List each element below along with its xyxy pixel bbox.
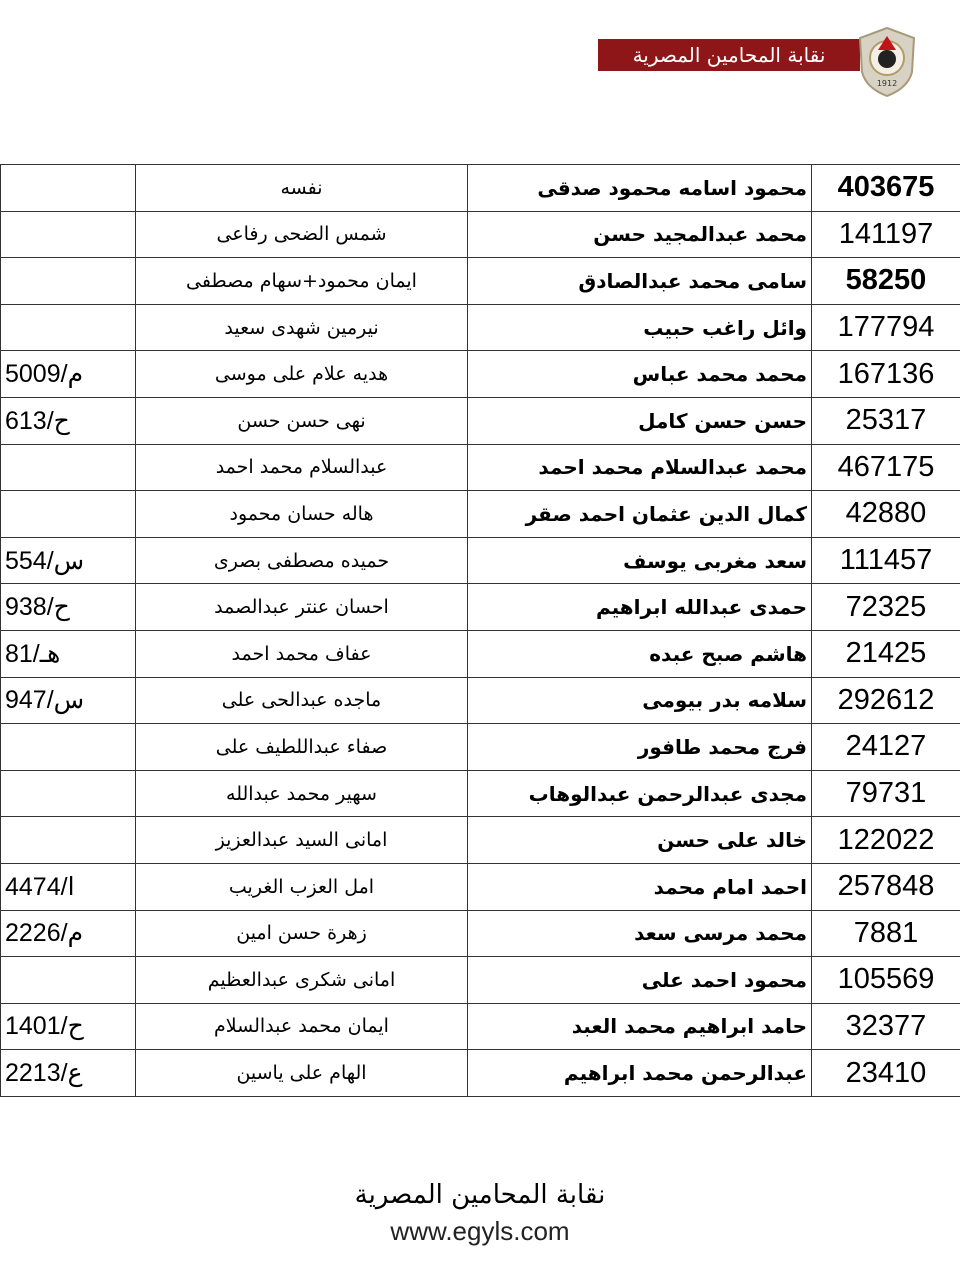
table-row (1, 258, 960, 305)
header (598, 24, 923, 102)
case-number (1, 770, 136, 817)
member-number: 105569 (812, 957, 960, 1004)
member-name: خالد على حسن (468, 817, 812, 864)
spouse-name: امانى شكرى عبدالعظيم (136, 957, 468, 1004)
case-number: 2213/ع (1, 1050, 136, 1097)
case-number: 5009/م (1, 351, 136, 398)
table-row (1, 491, 960, 538)
member-number: 21425 (812, 630, 960, 677)
member-name: محمد عبدالسلام محمد احمد (468, 444, 812, 491)
spouse-name: نيرمين شهدى سعيد (136, 304, 468, 351)
member-number: 122022 (812, 817, 960, 864)
table-row (1, 304, 960, 351)
member-name: وائل راغب حبيب (468, 304, 812, 351)
spouse-name: نفسه (136, 165, 468, 212)
table-row (1, 724, 960, 771)
member-name: حمدى عبدالله ابراهيم (468, 584, 812, 631)
case-number (1, 211, 136, 258)
syndicate-logo-icon (856, 26, 918, 98)
member-name: مجدى عبدالرحمن عبدالوهاب (468, 770, 812, 817)
member-name: محمود اسامه محمود صدقى (468, 165, 812, 212)
member-number: 292612 (812, 677, 960, 724)
spouse-name: سهير محمد عبدالله (136, 770, 468, 817)
spouse-name: ايمان محمد عبدالسلام (136, 1003, 468, 1050)
table-row (1, 1050, 960, 1097)
spouse-name: احسان عنتر عبدالصمد (136, 584, 468, 631)
spouse-name: زهرة حسن امين (136, 910, 468, 957)
member-name: محمد عبدالمجيد حسن (468, 211, 812, 258)
member-number: 257848 (812, 863, 960, 910)
spouse-name: هديه علام على موسى (136, 351, 468, 398)
spouse-name: عبدالسلام محمد احمد (136, 444, 468, 491)
member-number: 32377 (812, 1003, 960, 1050)
member-name: سامى محمد عبدالصادق (468, 258, 812, 305)
member-number: 167136 (812, 351, 960, 398)
table-row (1, 444, 960, 491)
table-row (1, 584, 960, 631)
case-number (1, 491, 136, 538)
member-number: 141197 (812, 211, 960, 258)
member-number: 24127 (812, 724, 960, 771)
case-number: 81/هـ (1, 630, 136, 677)
member-number: 72325 (812, 584, 960, 631)
footer-url[interactable]: www.egyls.com (390, 1216, 570, 1246)
member-name: محمد محمد عباس (468, 351, 812, 398)
table-row (1, 165, 960, 212)
table-row (1, 957, 960, 1004)
member-name: سلامه بدر بيومى (468, 677, 812, 724)
member-name: محمد مرسى سعد (468, 910, 812, 957)
spouse-name: هاله حسان محمود (136, 491, 468, 538)
member-name: عبدالرحمن محمد ابراهيم (468, 1050, 812, 1097)
case-number: 2226/م (1, 910, 136, 957)
member-name: هاشم صبح عبده (468, 630, 812, 677)
table-row (1, 910, 960, 957)
case-number (1, 817, 136, 864)
table-row (1, 537, 960, 584)
member-number: 42880 (812, 491, 960, 538)
table-row (1, 677, 960, 724)
member-name: فرج محمد طافور (468, 724, 812, 771)
member-number: 25317 (812, 397, 960, 444)
case-number: 554/س (1, 537, 136, 584)
member-number: 58250 (812, 258, 960, 305)
case-number: 4474/ا (1, 863, 136, 910)
spouse-name: الهام على ياسين (136, 1050, 468, 1097)
member-number: 23410 (812, 1050, 960, 1097)
case-number (1, 957, 136, 1004)
case-number: 947/س (1, 677, 136, 724)
members-table (0, 164, 960, 1097)
table-row (1, 211, 960, 258)
member-number: 467175 (812, 444, 960, 491)
spouse-name: ايمان محمود+سهام مصطفى (136, 258, 468, 305)
spouse-name: ماجده عبدالحى على (136, 677, 468, 724)
logo-year: 1912 (876, 79, 898, 88)
member-number: 403675 (812, 165, 960, 212)
member-number: 177794 (812, 304, 960, 351)
member-number: 7881 (812, 910, 960, 957)
table-row (1, 397, 960, 444)
member-name: احمد امام محمد (468, 863, 812, 910)
member-name: كمال الدين عثمان احمد صقر (468, 491, 812, 538)
case-number (1, 304, 136, 351)
case-number (1, 724, 136, 771)
table-row (1, 630, 960, 677)
member-name: حامد ابراهيم محمد العبد (468, 1003, 812, 1050)
member-number: 79731 (812, 770, 960, 817)
spouse-name: حميده مصطفى بصرى (136, 537, 468, 584)
table-row (1, 770, 960, 817)
header-title: نقابة المحامين المصرية (598, 39, 860, 71)
footer-org: نقابة المحامين المصرية (354, 1180, 606, 1210)
table-row (1, 351, 960, 398)
member-name: سعد مغربى يوسف (468, 537, 812, 584)
footer (0, 1180, 960, 1247)
case-number (1, 165, 136, 212)
table-row (1, 863, 960, 910)
table-row (1, 817, 960, 864)
member-name: حسن حسن كامل (468, 397, 812, 444)
spouse-name: نهى حسن حسن (136, 397, 468, 444)
spouse-name: امانى السيد عبدالعزيز (136, 817, 468, 864)
case-number: 613/ح (1, 397, 136, 444)
case-number (1, 444, 136, 491)
case-number: 938/ح (1, 584, 136, 631)
table-row (1, 1003, 960, 1050)
spouse-name: شمس الضحى رفاعى (136, 211, 468, 258)
spouse-name: امل العزب الغريب (136, 863, 468, 910)
spouse-name: صفاء عبداللطيف على (136, 724, 468, 771)
case-number (1, 258, 136, 305)
spouse-name: عفاف محمد احمد (136, 630, 468, 677)
member-name: محمود احمد على (468, 957, 812, 1004)
member-number: 111457 (812, 537, 960, 584)
case-number: 1401/ح (1, 1003, 136, 1050)
